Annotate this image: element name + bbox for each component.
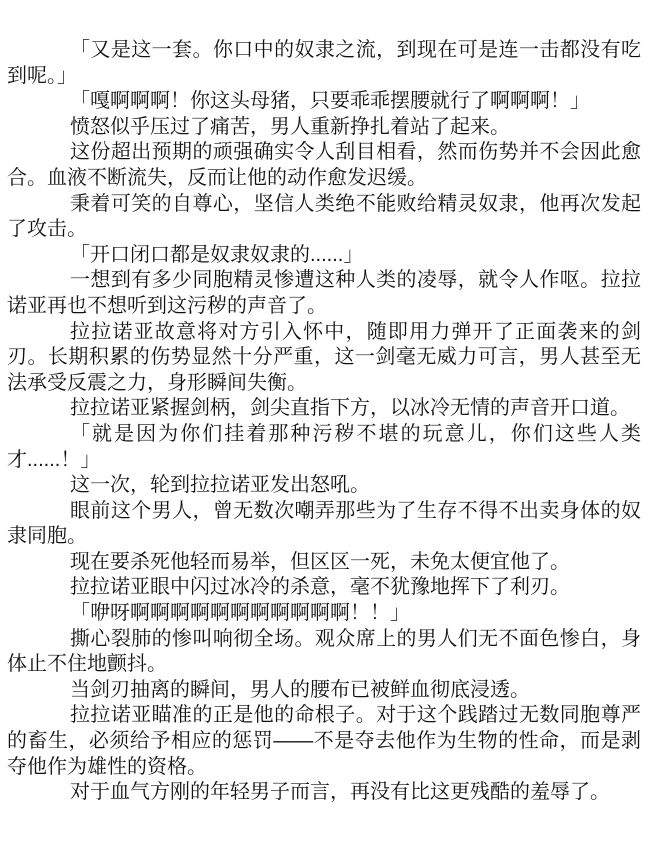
- paragraph: 拉拉诺亚故意将对方引入怀中，随即用力弹开了正面袭来的剑刃。长期积累的伤势显然十分严重，这一剑毫无威力可言，男人甚至无法承受反震之力，身形瞬间失衡。: [7, 320, 641, 394]
- paragraph: 「咿呀啊啊啊啊啊啊啊啊啊啊啊！！」: [70, 602, 410, 625]
- paragraph: 「又是这一套。你口中的奴隶之流，到现在可是连一击都没有吃到呢。」: [7, 39, 641, 87]
- paragraph: 对于血气方刚的年轻男子而言，再没有比这更残酷的羞辱了。: [70, 781, 610, 804]
- paragraph: 拉拉诺亚眼中闪过冰冷的杀意，毫不犹豫地挥下了利刃。: [70, 576, 570, 599]
- paragraph: 这份超出预期的顽强确实令人刮目相看，然而伤势并不会因此愈合。血液不断流失，反而让他的动作愈发迟缓。: [7, 141, 641, 189]
- paragraph: 一想到有多少同胞精灵惨遭这种人类的凌辱，就令人作呕。拉拉诺亚再也不想听到这污秽的声音了。: [7, 269, 641, 317]
- paragraph: 愤怒似乎压过了痛苦，男人重新挣扎着站了起来。: [70, 115, 510, 138]
- paragraph: 秉着可笑的自尊心，坚信人类绝不能败给精灵奴隶，他再次发起了攻击。: [7, 192, 641, 241]
- paragraph: 撕心裂肺的惨叫响彻全场。观众席上的男人们无不面色惨白，身体止不住地颤抖。: [7, 627, 641, 676]
- paragraph: 「开口闭口都是奴隶奴隶的......」: [70, 243, 364, 266]
- paragraph: 「就是因为你们挂着那种污秽不堪的玩意儿，你们这些人类才......！」: [7, 422, 641, 471]
- paragraph: 拉拉诺亚紧握剑柄，剑尖直指下方，以冰冷无情的声音开口道。: [70, 397, 630, 420]
- novel-text-body: [7, 38, 641, 806]
- paragraph: 当剑刃抽离的瞬间，男人的腰布已被鲜血彻底浸透。: [70, 678, 530, 701]
- paragraph: 拉拉诺亚瞄准的正是他的命根子。对于这个践踏过无数同胞尊严的畜生，必须给予相应的惩罚——不是夺去他作为生物的性命，而是剥夺他作为雄性的资格。: [7, 704, 641, 778]
- paragraph: 这一次，轮到拉拉诺亚发出怒吼。: [70, 474, 370, 497]
- paragraph: 眼前这个男人，曾无数次嘲弄那些为了生存不得不出卖身体的奴隶同胞。: [7, 499, 641, 548]
- paragraph: 「嘎啊啊啊！你这头母猪，只要乖乖摆腰就行了啊啊啊！」: [70, 90, 590, 113]
- paragraph: 现在要杀死他轻而易举，但区区一死，未免太便宜他了。: [70, 550, 570, 573]
